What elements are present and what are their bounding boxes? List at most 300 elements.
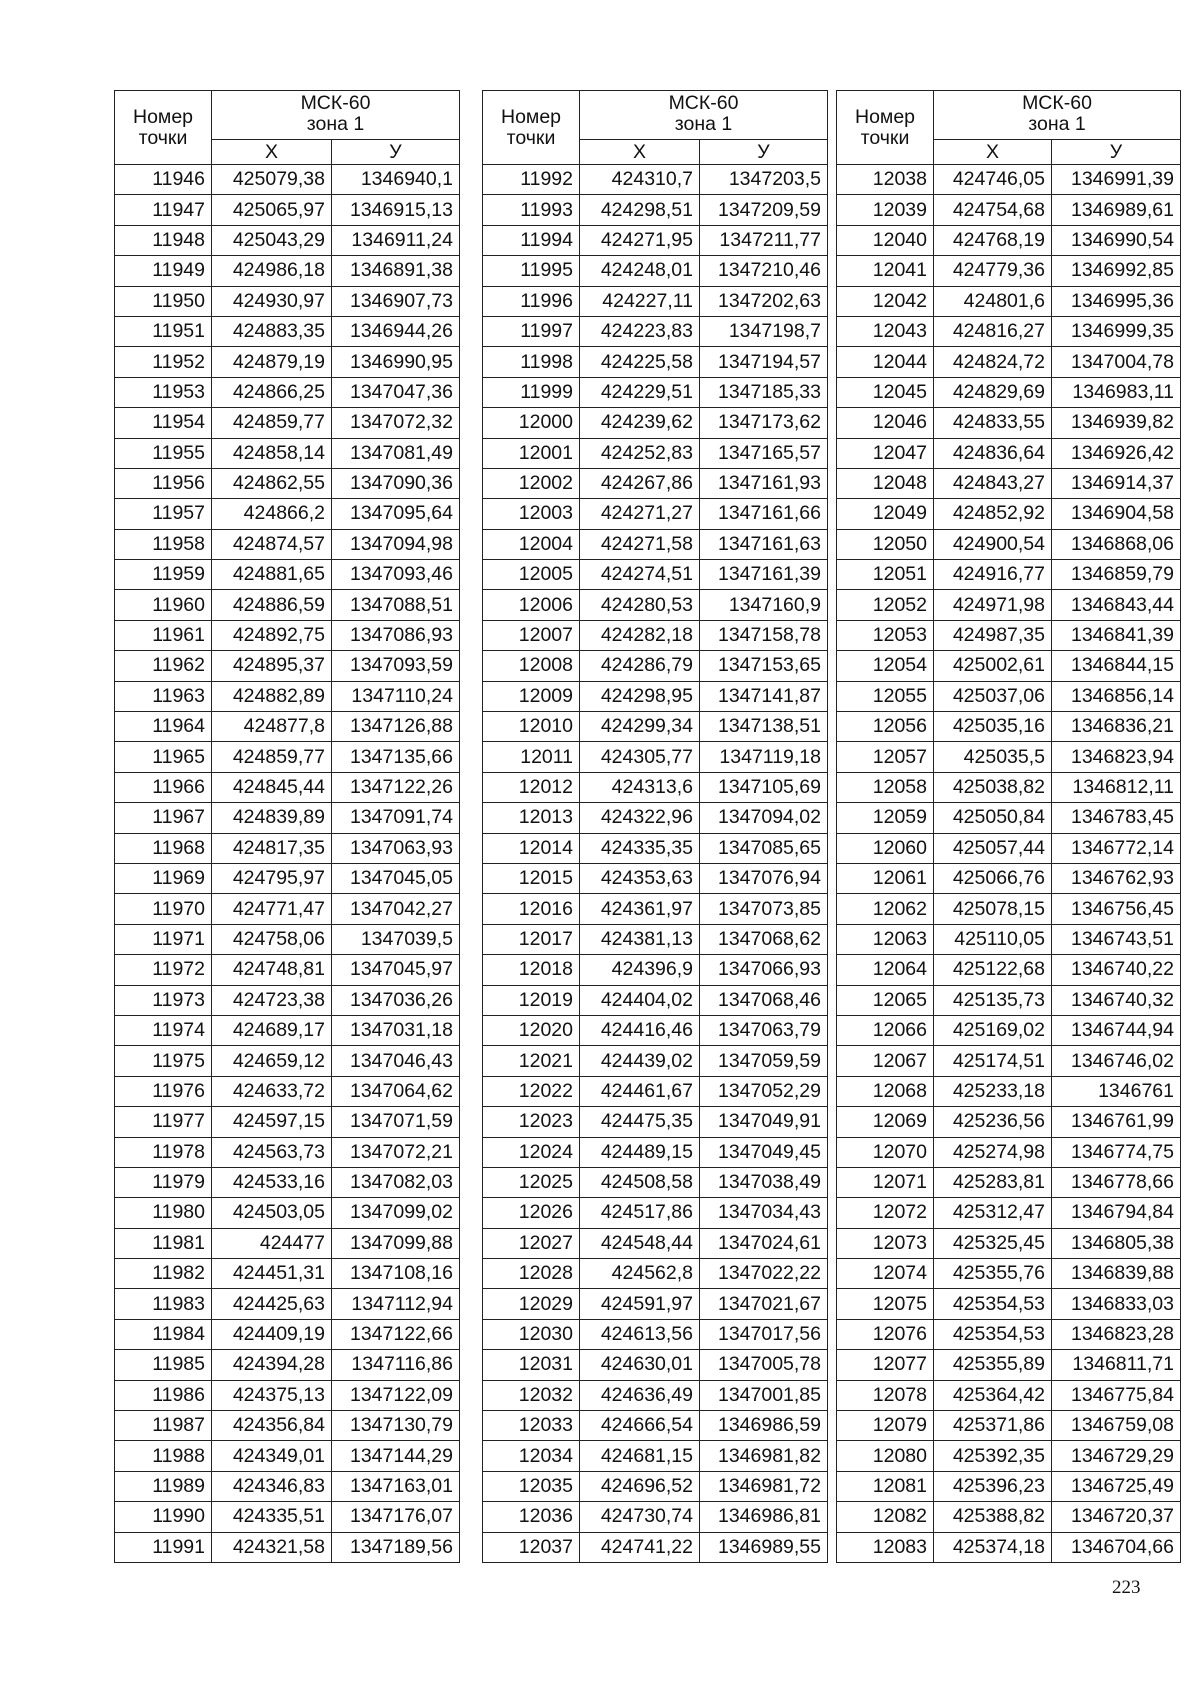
y-coordinate-cell: 1347203,5 (700, 165, 828, 195)
table-row (483, 1076, 828, 1106)
y-coordinate-cell: 1347194,57 (700, 347, 828, 377)
x-coordinate-cell: 425355,76 (934, 1259, 1052, 1289)
x-coordinate-cell: 424252,83 (580, 438, 700, 468)
y-coordinate-cell: 1347021,67 (700, 1289, 828, 1319)
table-row (115, 225, 460, 255)
x-coordinate-cell: 425066,76 (934, 863, 1052, 893)
point-number-cell: 12080 (837, 1441, 934, 1471)
y-coordinate-cell: 1347094,98 (332, 529, 460, 559)
x-coordinate-cell: 424816,27 (934, 316, 1052, 346)
table-row (115, 1015, 460, 1045)
header-point-number: Номер точки (483, 91, 580, 165)
x-coordinate-cell: 424771,47 (212, 894, 332, 924)
y-coordinate-cell: 1346841,39 (1052, 620, 1181, 650)
x-coordinate-cell: 425122,68 (934, 955, 1052, 985)
y-coordinate-cell: 1347059,59 (700, 1046, 828, 1076)
y-coordinate-cell: 1346833,03 (1052, 1289, 1181, 1319)
point-number-cell: 11961 (115, 620, 212, 650)
y-coordinate-cell: 1347045,05 (332, 863, 460, 893)
y-coordinate-cell: 1347161,93 (700, 468, 828, 498)
x-coordinate-cell: 424223,83 (580, 316, 700, 346)
x-coordinate-cell: 424416,46 (580, 1015, 700, 1045)
x-coordinate-cell: 424858,14 (212, 438, 332, 468)
point-number-cell: 12013 (483, 803, 580, 833)
y-coordinate-cell: 1347161,66 (700, 499, 828, 529)
x-coordinate-cell: 424563,73 (212, 1137, 332, 1167)
y-coordinate-cell: 1347042,27 (332, 894, 460, 924)
x-coordinate-cell: 425110,05 (934, 924, 1052, 954)
y-coordinate-cell: 1346868,06 (1052, 529, 1181, 559)
point-number-cell: 12065 (837, 985, 934, 1015)
x-coordinate-cell: 425002,61 (934, 651, 1052, 681)
point-number-cell: 12042 (837, 286, 934, 316)
point-number-cell: 12012 (483, 772, 580, 802)
x-coordinate-cell: 424839,89 (212, 803, 332, 833)
y-coordinate-cell: 1346914,37 (1052, 468, 1181, 498)
table-row (837, 772, 1181, 802)
y-coordinate-cell: 1347135,66 (332, 742, 460, 772)
table-row (483, 924, 828, 954)
table-row (837, 894, 1181, 924)
y-coordinate-cell: 1347072,32 (332, 408, 460, 438)
point-number-cell: 12068 (837, 1076, 934, 1106)
point-number-cell: 12038 (837, 165, 934, 195)
table-row (483, 347, 828, 377)
table-row (483, 1228, 828, 1258)
point-number-cell: 11955 (115, 438, 212, 468)
table-row (483, 1411, 828, 1441)
y-coordinate-cell: 1346986,81 (700, 1502, 828, 1532)
table-row (483, 1015, 828, 1045)
table-row (483, 1046, 828, 1076)
table-row (115, 1289, 460, 1319)
point-number-cell: 12052 (837, 590, 934, 620)
y-coordinate-cell: 1346843,44 (1052, 590, 1181, 620)
x-coordinate-cell: 424353,63 (580, 863, 700, 893)
point-number-cell: 11965 (115, 742, 212, 772)
y-coordinate-cell: 1347153,65 (700, 651, 828, 681)
table-row (483, 1289, 828, 1319)
point-number-cell: 11985 (115, 1350, 212, 1380)
point-number-cell: 12004 (483, 529, 580, 559)
table-row (483, 1380, 828, 1410)
y-coordinate-cell: 1347161,63 (700, 529, 828, 559)
y-coordinate-cell: 1346746,02 (1052, 1046, 1181, 1076)
y-coordinate-cell: 1347108,16 (332, 1259, 460, 1289)
point-number-cell: 11995 (483, 256, 580, 286)
table-row (483, 712, 828, 742)
table-body (837, 165, 1181, 1563)
table-row (837, 1046, 1181, 1076)
y-coordinate-cell: 1347163,01 (332, 1471, 460, 1501)
point-number-cell: 11992 (483, 165, 580, 195)
point-number-cell: 12078 (837, 1380, 934, 1410)
y-coordinate-cell: 1347068,62 (700, 924, 828, 954)
x-coordinate-cell: 424239,62 (580, 408, 700, 438)
point-number-cell: 12049 (837, 499, 934, 529)
x-coordinate-cell: 425078,15 (934, 894, 1052, 924)
point-number-cell: 12035 (483, 1471, 580, 1501)
point-number-cell: 12060 (837, 833, 934, 863)
point-number-cell: 11954 (115, 408, 212, 438)
header-point-number: Номер точки (115, 91, 212, 165)
point-number-cell: 12072 (837, 1198, 934, 1228)
coordinates-table-3 (836, 90, 1181, 1563)
x-coordinate-cell: 424879,19 (212, 347, 332, 377)
table-row (483, 408, 828, 438)
table-row (837, 316, 1181, 346)
y-coordinate-cell: 1346986,59 (700, 1411, 828, 1441)
coordinates-table-1 (114, 90, 460, 1563)
table-row (483, 438, 828, 468)
table-row (837, 985, 1181, 1015)
table-row (837, 347, 1181, 377)
x-coordinate-cell: 424833,55 (934, 408, 1052, 438)
x-coordinate-cell: 425065,97 (212, 195, 332, 225)
x-coordinate-cell: 424758,06 (212, 924, 332, 954)
y-coordinate-cell: 1347072,21 (332, 1137, 460, 1167)
y-coordinate-cell: 1347017,56 (700, 1319, 828, 1349)
table-row (483, 1502, 828, 1532)
x-coordinate-cell: 424636,49 (580, 1380, 700, 1410)
point-number-cell: 12032 (483, 1380, 580, 1410)
header-coordinate-system: МСК-60 зона 1 (934, 91, 1181, 140)
y-coordinate-cell: 1347095,64 (332, 499, 460, 529)
x-coordinate-cell: 425371,86 (934, 1411, 1052, 1441)
x-coordinate-cell: 424335,35 (580, 833, 700, 863)
header-coordinate-system: МСК-60 зона 1 (580, 91, 828, 140)
table-row (483, 894, 828, 924)
x-coordinate-cell: 424562,8 (580, 1259, 700, 1289)
x-coordinate-cell: 424845,44 (212, 772, 332, 802)
x-coordinate-cell: 425274,98 (934, 1137, 1052, 1167)
point-number-cell: 12040 (837, 225, 934, 255)
table-row (115, 1198, 460, 1228)
x-coordinate-cell: 424666,54 (580, 1411, 700, 1441)
y-coordinate-cell: 1346904,58 (1052, 499, 1181, 529)
point-number-cell: 11968 (115, 833, 212, 863)
table-row (837, 286, 1181, 316)
y-coordinate-cell: 1346794,84 (1052, 1198, 1181, 1228)
table-row (115, 1441, 460, 1471)
point-number-cell: 12010 (483, 712, 580, 742)
header-y: У (1052, 140, 1181, 165)
x-coordinate-cell: 424843,27 (934, 468, 1052, 498)
point-number-cell: 12022 (483, 1076, 580, 1106)
table-row (115, 499, 460, 529)
x-coordinate-cell: 425035,16 (934, 712, 1052, 742)
point-number-cell: 12031 (483, 1350, 580, 1380)
y-coordinate-cell: 1347091,74 (332, 803, 460, 833)
point-number-cell: 12081 (837, 1471, 934, 1501)
x-coordinate-cell: 424361,97 (580, 894, 700, 924)
y-coordinate-cell: 1347110,24 (332, 681, 460, 711)
x-coordinate-cell: 424404,02 (580, 985, 700, 1015)
y-coordinate-cell: 1346926,42 (1052, 438, 1181, 468)
x-coordinate-cell: 424892,75 (212, 620, 332, 650)
y-coordinate-cell: 1347034,43 (700, 1198, 828, 1228)
x-coordinate-cell: 424681,15 (580, 1441, 700, 1471)
point-number-cell: 12056 (837, 712, 934, 742)
y-coordinate-cell: 1347160,9 (700, 590, 828, 620)
y-coordinate-cell: 1347068,46 (700, 985, 828, 1015)
table-row (483, 256, 828, 286)
point-number-cell: 12021 (483, 1046, 580, 1076)
table-row (483, 651, 828, 681)
x-coordinate-cell: 424225,58 (580, 347, 700, 377)
point-number-cell: 11953 (115, 377, 212, 407)
x-coordinate-cell: 424866,2 (212, 499, 332, 529)
y-coordinate-cell: 1346762,93 (1052, 863, 1181, 893)
x-coordinate-cell: 425043,29 (212, 225, 332, 255)
x-coordinate-cell: 424517,86 (580, 1198, 700, 1228)
table-row (837, 1137, 1181, 1167)
table-row (837, 1411, 1181, 1441)
x-coordinate-cell: 425355,89 (934, 1350, 1052, 1380)
y-coordinate-cell: 1347138,51 (700, 712, 828, 742)
x-coordinate-cell: 424971,98 (934, 590, 1052, 620)
point-number-cell: 12000 (483, 408, 580, 438)
x-coordinate-cell: 424475,35 (580, 1107, 700, 1137)
table-row (837, 1167, 1181, 1197)
point-number-cell: 12050 (837, 529, 934, 559)
table-row (115, 590, 460, 620)
point-number-cell: 11950 (115, 286, 212, 316)
x-coordinate-cell: 424271,27 (580, 499, 700, 529)
x-coordinate-cell: 424313,6 (580, 772, 700, 802)
table-row (837, 1198, 1181, 1228)
point-number-cell: 12018 (483, 955, 580, 985)
y-coordinate-cell: 1347052,29 (700, 1076, 828, 1106)
table-row (837, 165, 1181, 195)
x-coordinate-cell: 424817,35 (212, 833, 332, 863)
point-number-cell: 12047 (837, 438, 934, 468)
point-number-cell: 11990 (115, 1502, 212, 1532)
y-coordinate-cell: 1347099,02 (332, 1198, 460, 1228)
point-number-cell: 12026 (483, 1198, 580, 1228)
point-number-cell: 12048 (837, 468, 934, 498)
point-number-cell: 12020 (483, 1015, 580, 1045)
x-coordinate-cell: 424630,01 (580, 1350, 700, 1380)
x-coordinate-cell: 425035,5 (934, 742, 1052, 772)
x-coordinate-cell: 425135,73 (934, 985, 1052, 1015)
table-body (115, 165, 460, 1563)
table-row (837, 1380, 1181, 1410)
y-coordinate-cell: 1346859,79 (1052, 560, 1181, 590)
y-coordinate-cell: 1347130,79 (332, 1411, 460, 1441)
y-coordinate-cell: 1347210,46 (700, 256, 828, 286)
point-number-cell: 12025 (483, 1167, 580, 1197)
table-row (837, 924, 1181, 954)
point-number-cell: 12009 (483, 681, 580, 711)
point-number-cell: 11997 (483, 316, 580, 346)
table-row (115, 651, 460, 681)
point-number-cell: 12058 (837, 772, 934, 802)
x-coordinate-cell: 424227,11 (580, 286, 700, 316)
table-row (115, 1411, 460, 1441)
y-coordinate-cell: 1347049,91 (700, 1107, 828, 1137)
x-coordinate-cell: 425236,56 (934, 1107, 1052, 1137)
point-number-cell: 12055 (837, 681, 934, 711)
y-coordinate-cell: 1347024,61 (700, 1228, 828, 1258)
y-coordinate-cell: 1347064,62 (332, 1076, 460, 1106)
x-coordinate-cell: 425354,53 (934, 1289, 1052, 1319)
table-row (483, 863, 828, 893)
y-coordinate-cell: 1346995,36 (1052, 286, 1181, 316)
y-coordinate-cell: 1346778,66 (1052, 1167, 1181, 1197)
point-number-cell: 11970 (115, 894, 212, 924)
point-number-cell: 12046 (837, 408, 934, 438)
x-coordinate-cell: 424299,34 (580, 712, 700, 742)
y-coordinate-cell: 1347126,88 (332, 712, 460, 742)
y-coordinate-cell: 1347076,94 (700, 863, 828, 893)
table-row (115, 316, 460, 346)
point-number-cell: 11989 (115, 1471, 212, 1501)
y-coordinate-cell: 1346940,1 (332, 165, 460, 195)
point-number-cell: 11999 (483, 377, 580, 407)
point-number-cell: 12023 (483, 1107, 580, 1137)
y-coordinate-cell: 1346772,14 (1052, 833, 1181, 863)
x-coordinate-cell: 425396,23 (934, 1471, 1052, 1501)
table-row (115, 955, 460, 985)
x-coordinate-cell: 424779,36 (934, 256, 1052, 286)
y-coordinate-cell: 1347112,94 (332, 1289, 460, 1319)
point-number-cell: 12066 (837, 1015, 934, 1045)
x-coordinate-cell: 424271,58 (580, 529, 700, 559)
table-row (483, 590, 828, 620)
x-coordinate-cell: 424723,38 (212, 985, 332, 1015)
point-number-cell: 12071 (837, 1167, 934, 1197)
y-coordinate-cell: 1346999,35 (1052, 316, 1181, 346)
point-number-cell: 12039 (837, 195, 934, 225)
x-coordinate-cell: 425283,81 (934, 1167, 1052, 1197)
point-number-cell: 11952 (115, 347, 212, 377)
y-coordinate-cell: 1347209,59 (700, 195, 828, 225)
table-row (115, 195, 460, 225)
x-coordinate-cell: 424987,35 (934, 620, 1052, 650)
table-row (837, 499, 1181, 529)
x-coordinate-cell: 425079,38 (212, 165, 332, 195)
x-coordinate-cell: 424986,18 (212, 256, 332, 286)
point-number-cell: 11996 (483, 286, 580, 316)
table-row (483, 377, 828, 407)
y-coordinate-cell: 1346823,28 (1052, 1319, 1181, 1349)
point-number-cell: 11991 (115, 1532, 212, 1562)
point-number-cell: 11963 (115, 681, 212, 711)
point-number-cell: 11958 (115, 529, 212, 559)
table-row (115, 438, 460, 468)
table-row (837, 620, 1181, 650)
table-row (837, 590, 1181, 620)
point-number-cell: 12033 (483, 1411, 580, 1441)
y-coordinate-cell: 1347063,93 (332, 833, 460, 863)
header-x: Х (580, 140, 700, 165)
y-coordinate-cell: 1346891,38 (332, 256, 460, 286)
y-coordinate-cell: 1346839,88 (1052, 1259, 1181, 1289)
y-coordinate-cell: 1346704,66 (1052, 1532, 1181, 1562)
y-coordinate-cell: 1347001,85 (700, 1380, 828, 1410)
table-row (115, 620, 460, 650)
table-row (837, 408, 1181, 438)
y-coordinate-cell: 1347005,78 (700, 1350, 828, 1380)
y-coordinate-cell: 1347071,59 (332, 1107, 460, 1137)
point-number-cell: 12007 (483, 620, 580, 650)
y-coordinate-cell: 1347093,59 (332, 651, 460, 681)
point-number-cell: 11949 (115, 256, 212, 286)
y-coordinate-cell: 1346740,22 (1052, 955, 1181, 985)
table-row (115, 377, 460, 407)
point-number-cell: 12054 (837, 651, 934, 681)
table-row (115, 833, 460, 863)
x-coordinate-cell: 425388,82 (934, 1502, 1052, 1532)
x-coordinate-cell: 425037,06 (934, 681, 1052, 711)
x-coordinate-cell: 424881,65 (212, 560, 332, 590)
y-coordinate-cell: 1347090,36 (332, 468, 460, 498)
table-row (837, 1319, 1181, 1349)
table-row (483, 286, 828, 316)
point-number-cell: 12062 (837, 894, 934, 924)
point-number-cell: 11984 (115, 1319, 212, 1349)
table-row (483, 1441, 828, 1471)
y-coordinate-cell: 1347066,93 (700, 955, 828, 985)
table-row (483, 316, 828, 346)
x-coordinate-cell: 424533,16 (212, 1167, 332, 1197)
point-number-cell: 12037 (483, 1532, 580, 1562)
table-row (837, 1471, 1181, 1501)
table-row (483, 772, 828, 802)
table-row (837, 803, 1181, 833)
point-number-cell: 12069 (837, 1107, 934, 1137)
x-coordinate-cell: 424829,69 (934, 377, 1052, 407)
y-coordinate-cell: 1347049,45 (700, 1137, 828, 1167)
x-coordinate-cell: 424381,13 (580, 924, 700, 954)
table-row (115, 863, 460, 893)
table-row (115, 1228, 460, 1258)
table-row (115, 560, 460, 590)
y-coordinate-cell: 1347122,66 (332, 1319, 460, 1349)
x-coordinate-cell: 424356,84 (212, 1411, 332, 1441)
table-row (115, 286, 460, 316)
table-row (115, 742, 460, 772)
x-coordinate-cell: 424882,89 (212, 681, 332, 711)
y-coordinate-cell: 1347165,57 (700, 438, 828, 468)
y-coordinate-cell: 1346981,72 (700, 1471, 828, 1501)
point-number-cell: 12014 (483, 833, 580, 863)
point-number-cell: 12008 (483, 651, 580, 681)
y-coordinate-cell: 1346983,11 (1052, 377, 1181, 407)
x-coordinate-cell: 424310,7 (580, 165, 700, 195)
point-number-cell: 11966 (115, 772, 212, 802)
x-coordinate-cell: 424335,51 (212, 1502, 332, 1532)
y-coordinate-cell: 1346805,38 (1052, 1228, 1181, 1258)
table-row (115, 1471, 460, 1501)
table-row (837, 681, 1181, 711)
coordinates-table-2 (482, 90, 828, 1563)
table-row (115, 408, 460, 438)
table-row (483, 1350, 828, 1380)
y-coordinate-cell: 1347144,29 (332, 1441, 460, 1471)
point-number-cell: 12076 (837, 1319, 934, 1349)
table-row (483, 1471, 828, 1501)
point-number-cell: 11976 (115, 1076, 212, 1106)
point-number-cell: 12028 (483, 1259, 580, 1289)
x-coordinate-cell: 425050,84 (934, 803, 1052, 833)
point-number-cell: 11998 (483, 347, 580, 377)
table-row (115, 1380, 460, 1410)
y-coordinate-cell: 1346989,55 (700, 1532, 828, 1562)
y-coordinate-cell: 1347039,5 (332, 924, 460, 954)
x-coordinate-cell: 425174,51 (934, 1046, 1052, 1076)
